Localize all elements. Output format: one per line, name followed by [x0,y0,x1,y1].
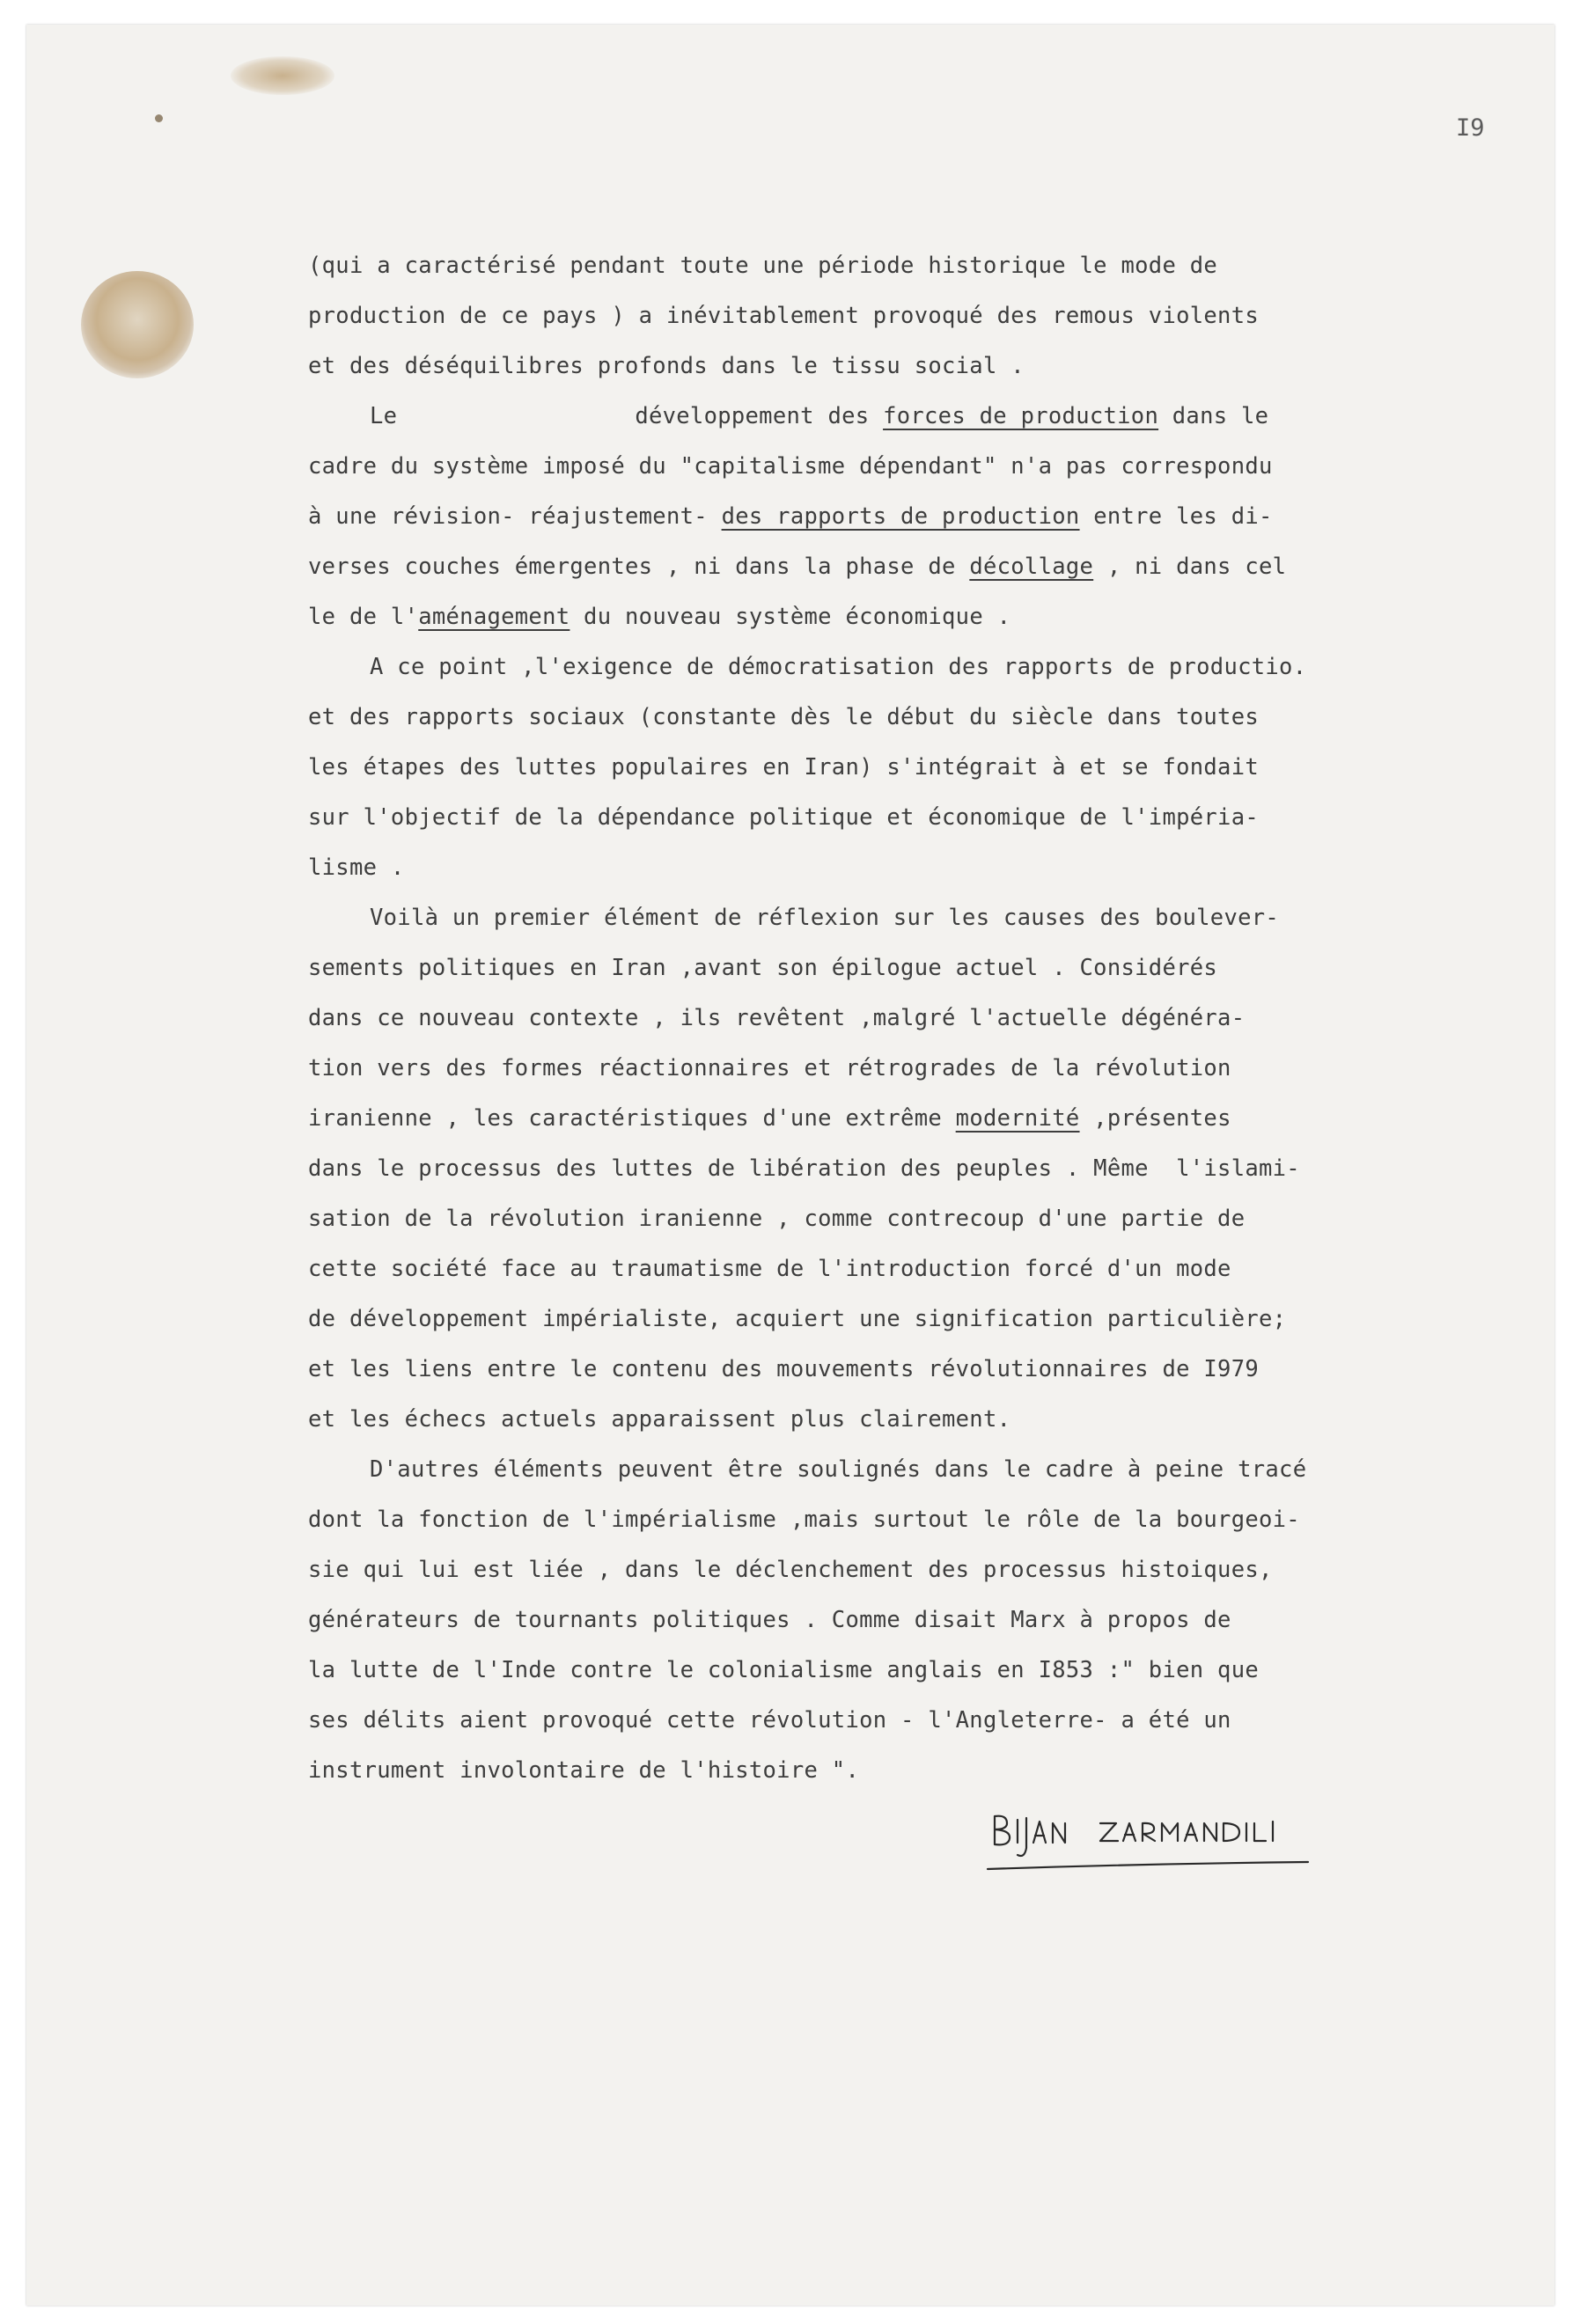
text-line [308,993,1523,1044]
text-line [308,642,1523,693]
text-line [308,1646,1523,1696]
text-run: ses délits aient provoqué cette révolution - l'Angleterre- a été un [308,1707,1231,1734]
text-line [308,1094,1523,1144]
text-run: iranienne , les caractéristiques d'une extrême [308,1105,956,1132]
text-run: (qui a caractérisé pendant toute une période historique le mode de [308,253,1218,279]
text-line [308,341,1523,392]
text-line [308,442,1523,492]
typed-text-body [308,241,1523,1796]
underlined-phrase: aménagement [418,604,570,630]
text-run: et les échecs actuels apparaissent plus clairement. [308,1406,1011,1433]
text-line [308,1194,1523,1244]
text-run: D'autres éléments peuvent être soulignés dans le cadre à peine tracé [370,1456,1307,1483]
text-run: dans ce nouveau contexte , ils revêtent ,malgré l'actuelle dégénéra- [308,1005,1246,1031]
text-run: les étapes des luttes populaires en Iran) s'intégrait à et se fondait [308,754,1260,781]
ink-dot [155,114,163,122]
text-run: instrument involontaire de l'histoire ". [308,1757,860,1784]
text-run: dans le processus des luttes de libération des peuples . Même l'islami- [308,1155,1300,1182]
text-line [308,592,1523,642]
text-run: tion vers des formes réactionnaires et rétrogrades de la révolution [308,1055,1231,1081]
text-run: et des déséquilibres profonds dans le tissu social . [308,353,1025,379]
text-line [308,693,1523,743]
text-run: dans le [1158,403,1269,429]
handwritten-signature [984,1802,1319,1881]
text-run: lisme . [308,854,405,881]
text-run: sie qui lui est liée , dans le déclenchement des processus histoiques, [308,1557,1273,1583]
text-run: et les liens entre le contenu des mouvements révolutionnaires de I979 [308,1356,1260,1382]
text-line [308,1044,1523,1094]
coffee-stain-left [81,271,194,378]
text-line [308,943,1523,993]
text-run: du nouveau système économique . [570,604,1011,630]
text-run: développement des [635,403,884,429]
text-run: cadre du système imposé du "capitalisme dépendant" n'a pas correspondu [308,453,1273,480]
text-line [308,1545,1523,1595]
underlined-phrase: forces de production [883,403,1159,429]
text-run: cette société face au traumatisme de l'introduction forcé d'un mode [308,1256,1231,1282]
typed-page [26,25,1554,2306]
text-run: le de l' [308,604,419,630]
text-line [308,893,1523,943]
text-run: générateurs de tournants politiques . Comme disait Marx à propos de [308,1607,1231,1633]
text-run: et des rapports sociaux (constante dès le début du siècle dans toutes [308,704,1260,730]
text-line [308,1395,1523,1445]
text-run: , ni dans cel [1093,554,1287,580]
text-line [308,241,1523,291]
underlined-phrase: des rapports de production [721,503,1080,530]
page-number: I9 [1456,114,1485,142]
text-line [308,1294,1523,1345]
text-run: Le [370,403,398,429]
text-line [308,1746,1523,1796]
text-line [308,542,1523,592]
text-line [308,1445,1523,1495]
underlined-phrase: décollage [969,554,1094,580]
text-line [308,1595,1523,1646]
underlined-phrase: modernité [955,1105,1080,1132]
text-run: ,présentes [1079,1105,1231,1132]
text-line [308,1495,1523,1545]
text-line [308,291,1523,341]
text-run: dont la fonction de l'impérialisme ,mais surtout le rôle de la bourgeoi- [308,1507,1300,1533]
text-line [308,1345,1523,1395]
text-run: Voilà un premier élément de réflexion sur les causes des boulever- [370,905,1280,931]
text-run: A ce point ,l'exigence de démocratisation des rapports de productio. [370,654,1307,680]
text-run: production de ce pays ) a inévitablement provoqué des remous violents [308,303,1260,329]
text-run: à une révision- réajustement- [308,503,722,530]
text-run: sation de la révolution iranienne , comme contrecoup d'une partie de [308,1206,1246,1232]
text-line [308,793,1523,843]
signature-text: BIJAN ZARMANDILI [984,1802,993,1803]
text-line [308,1244,1523,1294]
text-run: la lutte de l'Inde contre le colonialisme anglais en I853 :" bien que [308,1657,1260,1683]
text-run: de développement impérialiste, acquiert une signification particulière; [308,1306,1287,1332]
coffee-stain-top [231,56,334,95]
text-line [308,743,1523,793]
text-line [308,1144,1523,1194]
text-run: entre les di- [1079,503,1273,530]
text-run: sur l'objectif de la dépendance politique et économique de l'impéria- [308,804,1260,831]
text-line [308,1696,1523,1746]
text-line [308,843,1523,893]
text-line [308,492,1523,542]
text-line [308,392,1523,442]
text-run: sements politiques en Iran ,avant son épilogue actuel . Considérés [308,955,1218,981]
text-run: verses couches émergentes , ni dans la phase de [308,554,970,580]
